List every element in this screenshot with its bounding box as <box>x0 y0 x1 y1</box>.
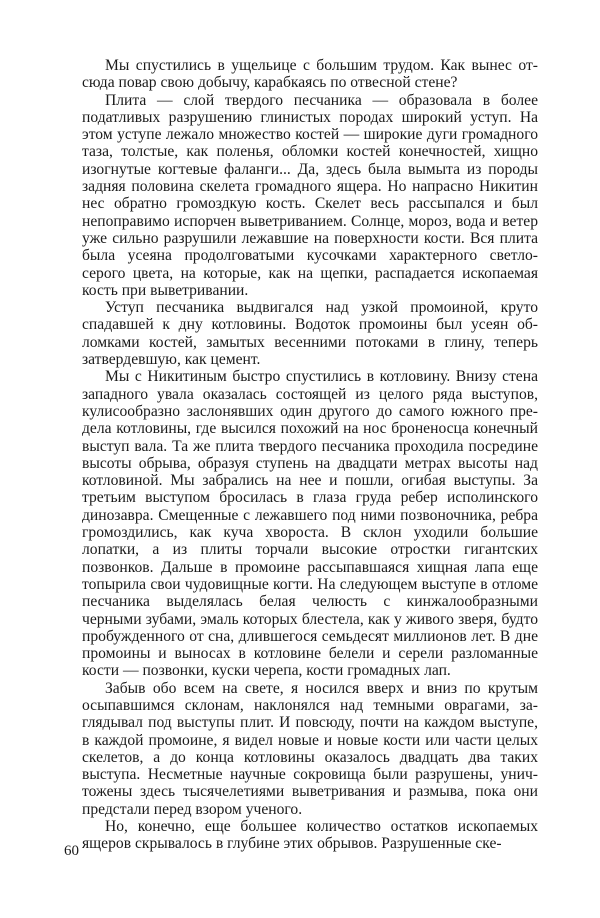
paragraph-1: Мы спустились в ущельице с большим трудом. Как вынес отсюда повар свою добычу, карабкаясь по отвесной стене? <box>82 57 538 92</box>
page-body <box>82 57 538 853</box>
paragraph-6: Но, конечно, еще большее количество остатков ископаемых ящеров скрывалось в глубине этих обрывов. Разрушенные ске- <box>82 818 538 853</box>
paragraph-3: Уступ песчаника выдвигался над узкой промоиной, круто спадавшей к дну котловины. Водоток промоины был усеян обломками костей, замытых весенними потоками в глину, теперь затвердевшую, как цемент. <box>82 299 538 369</box>
paragraph-5: Забыв обо всем на свете, я носился вверх и вниз по крутым осыпавшимся склонам, наклонялся над темными оврагами, заглядывал под выступы плит. И повсюду, почти на каждом выступе, в каждой промоине, я видел новые и новые кости или части целых скелетов, а до конца котловины оказалось двадцать два таких выступа. Несметные научные сокровища были разрушены, уничтожены здесь тысячелетиями выветривания и размыва, пока они предстали перед взором ученого. <box>82 679 538 818</box>
paragraph-4: Мы с Никитиным быстро спустились в котловину. Внизу стена западного увала оказалась состоящей из целого ряда выступов, кулисообразно заслонявших один другого до самого южного предела котловины, где высился похожий на нос броненосца конечный выступ вала. Та же плита твердого песчаника проходила посредине высоты обрыва, образуя ступень на двадцати метрах высоты над котловиной. Мы забрались на нее и пошли, огибая выступы. За третьим выступом бросилась в глаза груда ребер исполинского динозавра. Смещенные с лежавшего под ними позвоночника, ребра громоздились, как куча хвороста. В склон уходили большие лопатки, а из плиты торчали высокие отростки гигантских позвонков. Дальше в промоине рассыпавшаяся хищная лапа еще топырила свои чудовищные когти. На следующем выступе в отломе песчаника выделялась белая челюсть с кинжалообразными черными зубами, эмаль которых блестела, как у живого зверя, будто пробужденного от сна, длившегося семьдесят миллионов лет. В дне промоины и выносах в котловине белели и серели разломанные кости — позвонки, куски черепа, кости громадных лап. <box>82 368 538 680</box>
page-number: 60 <box>64 843 79 859</box>
paragraph-2: Плита — слой твердого песчаника — образовала в более податливых разрушению глинистых породах широкий уступ. На этом уступе лежало множество костей — широкие дуги громадного таза, толстые, как поленья, обломки костей конечностей, хищно изогнутые когтевые фаланги... Да, здесь была вымыта из породы задняя половина скелета громадного ящера. Но напрасно Никитин нес обратно громоздкую кость. Скелет весь рассыпался и был непоправимо испорчен выветриванием. Солнце, мороз, вода и ветер уже сильно разрушили лежавшие на поверхности кости. Вся плита была усеяна продолговатыми кусочками характерного светло-серого цвета, на которые, как на щепки, распадается ископаемая кость при выветривании. <box>82 91 538 299</box>
